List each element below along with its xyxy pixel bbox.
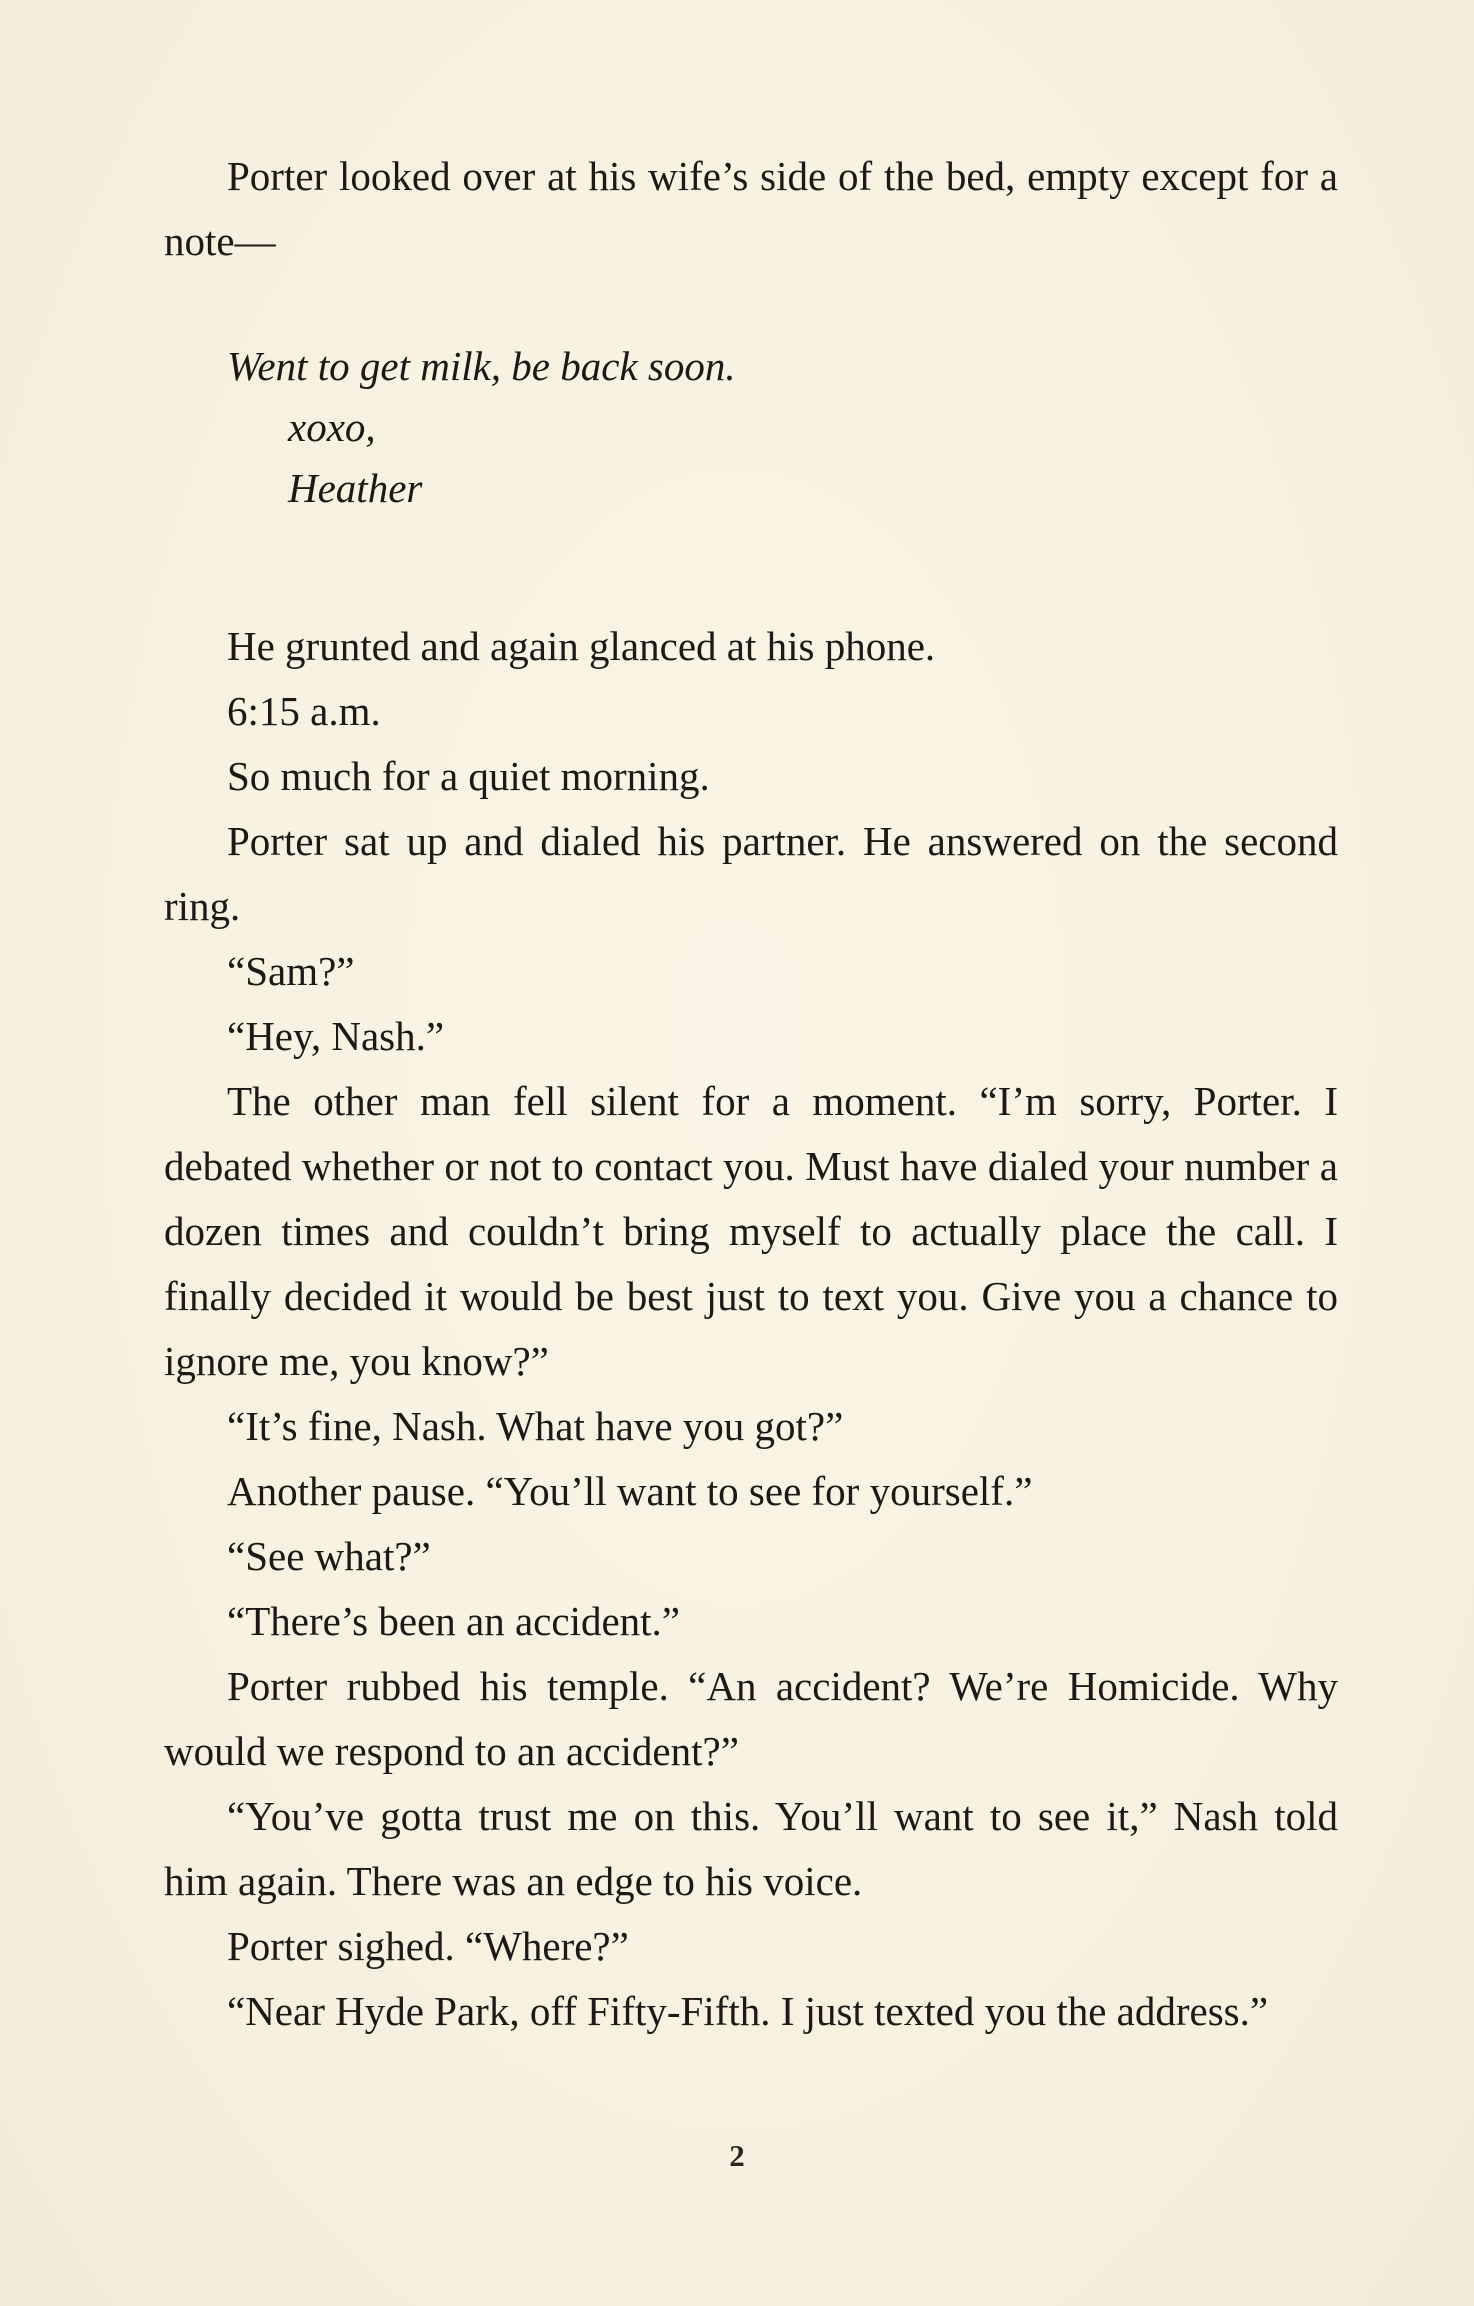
handwritten-note: [164, 336, 1338, 519]
paragraph-silent-moment: The other man fell silent for a moment. “I’m sorry, Porter. I debated whether or not to contact you. Must have dialed your number a dozen times and couldn’t bring myself to actually place the call. I finally decided it would be best just to text you. Give you a chance to ignore me, you know?”: [164, 1078, 1338, 1384]
paragraph-opening: Porter looked over at his wife’s side of the bed, empty except for a note—: [164, 153, 1338, 264]
paragraph-time: 6:15 a.m.: [227, 688, 381, 734]
paragraph-sam: “Sam?”: [227, 948, 355, 994]
paragraph-hey-nash: “Hey, Nash.”: [227, 1013, 445, 1059]
paragraph-dialed-partner: Porter sat up and dialed his partner. He answered on the second ring.: [164, 818, 1338, 929]
paragraph-trust-me: “You’ve gotta trust me on this. You’ll want to see it,” Nash told him again. There was an edge to his voice.: [164, 1793, 1338, 1904]
paragraph-hyde-park: “Near Hyde Park, off Fifty-Fifth. I just texted you the address.”: [227, 1988, 1269, 2034]
note-line-signature: Heather: [288, 465, 423, 511]
paragraph-quiet-morning: So much for a quiet morning.: [227, 753, 710, 799]
paragraph-grunted: He grunted and again glanced at his phone.: [227, 623, 936, 669]
paragraph-accident: “There’s been an accident.”: [227, 1598, 681, 1644]
note-line-message: Went to get milk, be back soon.: [227, 343, 736, 389]
paragraph-sighed: Porter sighed. “Where?”: [227, 1923, 629, 1969]
note-line-signoff: xoxo,: [288, 404, 376, 450]
paragraph-another-pause: Another pause. “You’ll want to see for yourself.”: [227, 1468, 1033, 1514]
paragraph-rubbed-temple: Porter rubbed his temple. “An accident? We’re Homicide. Why would we respond to an accident?”: [164, 1663, 1338, 1774]
paragraph-see-what: “See what?”: [227, 1533, 431, 1579]
page-number: 2: [729, 2138, 745, 2173]
paragraph-its-fine: “It’s fine, Nash. What have you got?”: [227, 1403, 844, 1449]
body-text: [164, 144, 1338, 2044]
